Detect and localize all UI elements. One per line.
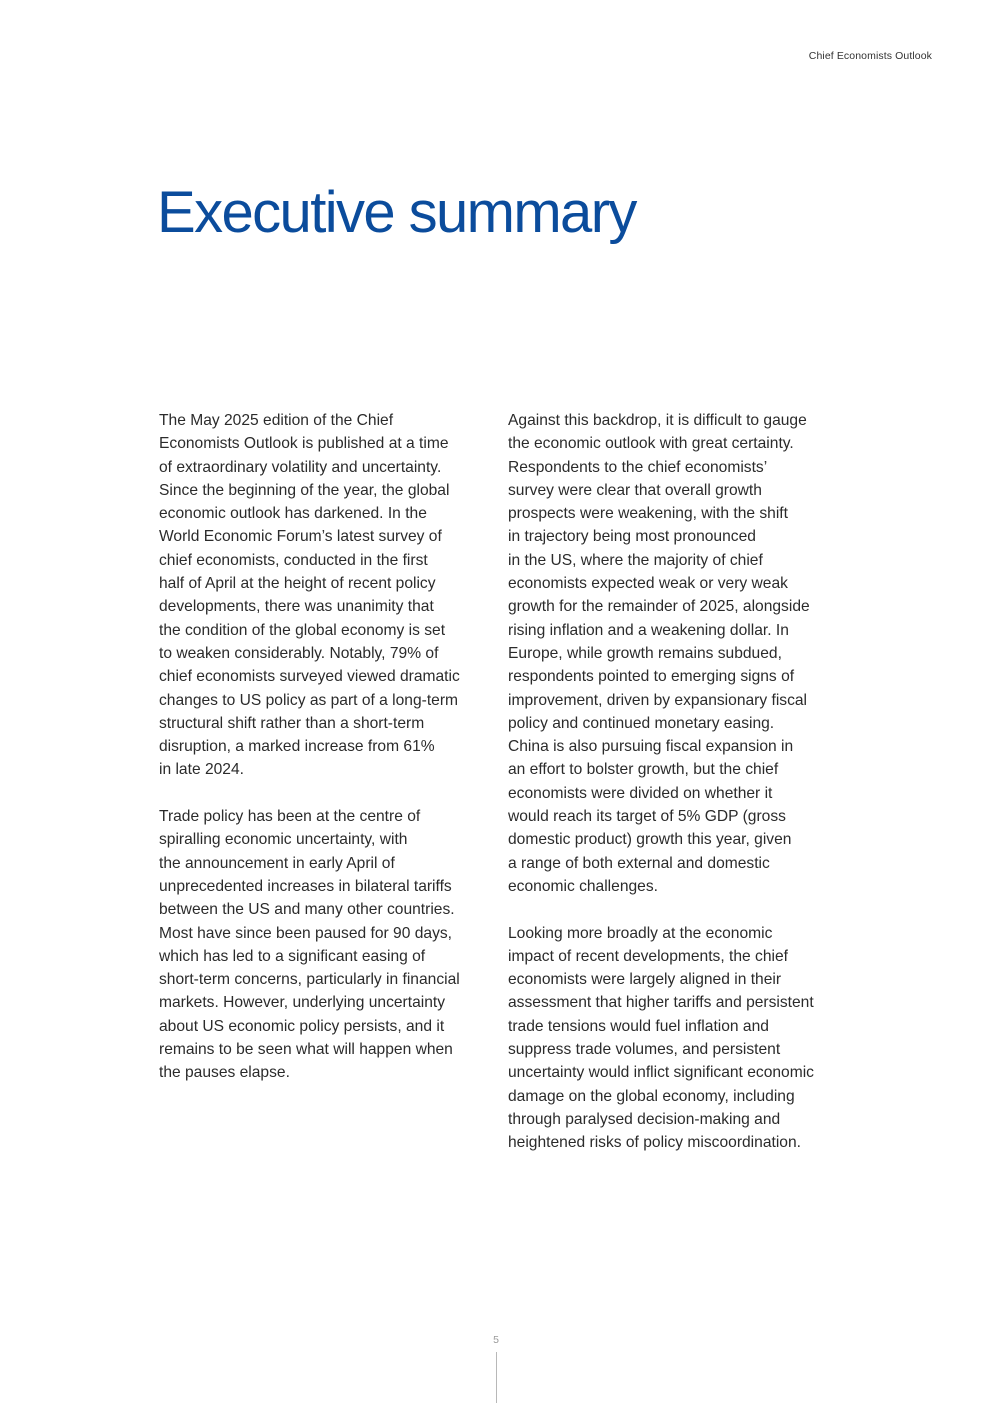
text-line: which has led to a significant easing of (159, 947, 426, 965)
body-column-right (508, 409, 843, 1178)
text-line: economists were divided on whether it (508, 784, 773, 802)
text-line: to weaken considerably. Notably, 79% of (159, 644, 439, 662)
text-line: about US economic policy persists, and it (159, 1017, 445, 1035)
page-number: 5 (493, 1334, 499, 1346)
text-line: unprecedented increases in bilateral tariffs (159, 877, 452, 895)
text-line: prospects were weakening, with the shift (508, 505, 788, 523)
text-line: short-term concerns, particularly in financial (159, 971, 460, 989)
text-line: Against this backdrop, it is difficult to gauge (508, 412, 807, 429)
text-line: spiralling economic uncertainty, with (159, 831, 408, 849)
text-line: assessment that higher tariffs and persistent (508, 994, 814, 1012)
text-line: economists expected weak or very weak (508, 575, 788, 593)
text-line: Most have since been paused for 90 days, (159, 924, 452, 942)
text-line: economists were largely aligned in their (508, 971, 782, 989)
text-line: developments, there was unanimity that (159, 598, 434, 616)
text-line: changes to US policy as part of a long-term (159, 691, 459, 709)
text-line: chief economists, conducted in the first (159, 551, 428, 569)
text-line: China is also pursuing fiscal expansion in (508, 738, 794, 756)
footer-rule (496, 1352, 497, 1403)
text-line: respondents pointed to emerging signs of (508, 668, 795, 686)
body-paragraph (159, 805, 489, 1085)
text-line: suppress trade volumes, and persistent (508, 1041, 781, 1059)
text-line: policy and continued monetary easing. (508, 714, 775, 732)
text-line: survey were clear that overall growth (508, 481, 762, 499)
text-line: uncertainty would inflict significant economic (508, 1064, 814, 1082)
running-header: Chief Economists Outlook (808, 50, 932, 62)
text-line: domestic product) growth this year, given (508, 831, 792, 849)
text-line: Looking more broadly at the economic (508, 924, 773, 942)
text-line: through paralysed decision-making and (508, 1110, 781, 1128)
text-line: economic outlook has darkened. In the (159, 505, 427, 523)
text-line: heightened risks of policy miscoordination. (508, 1134, 801, 1152)
text-line: growth for the remainder of 2025, alongside (508, 598, 810, 616)
text-line: the economic outlook with great certainty. (508, 435, 794, 453)
text-line: Respondents to the chief economists’ (508, 458, 768, 476)
body-paragraph (159, 409, 489, 782)
text-line: economic challenges. (508, 877, 658, 895)
text-line: the condition of the global economy is set (159, 621, 446, 639)
text-line: Economists Outlook is published at a time (159, 435, 449, 453)
text-line: improvement, driven by expansionary fiscal (508, 691, 808, 709)
text-line: Europe, while growth remains subdued, (508, 644, 782, 662)
text-line: chief economists surveyed viewed dramatic (159, 668, 460, 686)
text-line: trade tensions would fuel inflation and (508, 1017, 769, 1035)
text-line: in trajectory being most pronounced (508, 528, 756, 546)
text-line: impact of recent developments, the chief (508, 947, 788, 965)
text-line: of extraordinary volatility and uncertainty. (159, 458, 442, 476)
text-line: World Economic Forum’s latest survey of (159, 528, 442, 546)
text-line: rising inflation and a weakening dollar. In (508, 621, 789, 639)
text-line: Trade policy has been at the centre of (159, 808, 421, 826)
text-line: markets. However, underlying uncertainty (159, 994, 446, 1012)
text-line: Since the beginning of the year, the global (159, 481, 450, 499)
body-paragraph (508, 922, 843, 1155)
text-line: the announcement in early April of (159, 854, 395, 872)
text-line: in late 2024. (159, 761, 244, 779)
text-line: half of April at the height of recent policy (159, 575, 436, 593)
text-line: an effort to bolster growth, but the chief (508, 761, 779, 779)
body-column-left (159, 409, 489, 1108)
text-line: The May 2025 edition of the Chief (159, 412, 394, 429)
text-line: disruption, a marked increase from 61% (159, 738, 435, 756)
text-line: structural shift rather than a short-term (159, 714, 425, 732)
text-line: damage on the global economy, including (508, 1087, 795, 1105)
text-line: between the US and many other countries. (159, 901, 455, 919)
text-line: a range of both external and domestic (508, 854, 770, 872)
text-line: would reach its target of 5% GDP (gross (508, 808, 786, 826)
text-line: the pauses elapse. (159, 1064, 290, 1082)
text-line: remains to be seen what will happen when (159, 1041, 453, 1059)
body-paragraph (508, 409, 843, 898)
text-line: in the US, where the majority of chief (508, 551, 763, 569)
page-title: Executive summary (157, 180, 636, 245)
